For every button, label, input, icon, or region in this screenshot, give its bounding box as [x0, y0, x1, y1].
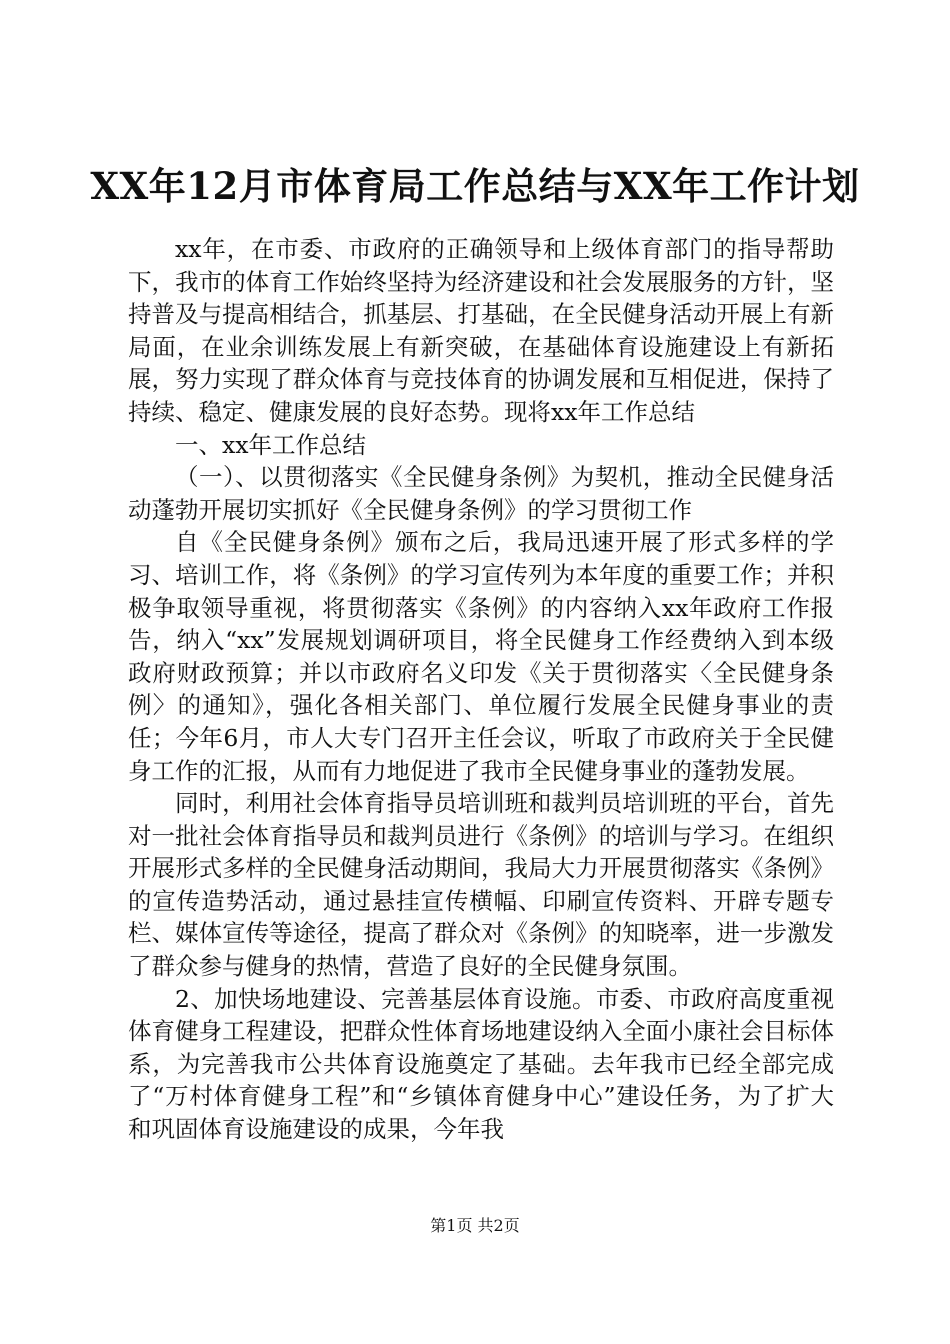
body-paragraph: 自《全民健身条例》颁布之后，我局迅速开展了形式多样的学习、培训工作，将《条例》的学习宣传列为本年度的重要工作；并积极争取领导重视，将贯彻落实《条例》的内容纳入xx年政府工作报告，纳入“xx”发展规划调研项目，将全民健身工作经费纳入到本级政府财政预算；并以市政府名义印发《关于贯彻落实〈全民健身条例〉的通知》，强化各相关部门、单位履行发展全民健身事业的责任；今年6月，市人大专门召开主任会议，听取了市政府关于全民健身工作的汇报，从而有力地促进了我市全民健身事业的蓬勃发展。 [128, 528, 834, 785]
section-heading: 一、xx年工作总结 [175, 430, 367, 459]
subsection-heading: （一）、以贯彻落实《全民健身条例》为契机，推动全民健身活动蓬勃开展切实抓好《全民健身条例》的学习贯彻工作 [128, 463, 834, 524]
document-body [128, 233, 834, 1146]
page-footer: 第1页 共2页 [430, 1216, 520, 1235]
body-paragraph: 同时，利用社会体育指导员培训班和裁判员培训班的平台，首先对一批社会体育指导员和裁判员进行《条例》的培训与学习。在组织开展形式多样的全民健身活动期间，我局大力开展贯彻落实《条例》的宣传造势活动，通过悬挂宣传横幅、印刷宣传资料、开辟专题专栏、媒体宣传等途径，提高了群众对《条例》的知晓率，进一步激发了群众参与健身的热情，营造了良好的全民健身氛围。 [128, 789, 834, 981]
document-title: XX年12月市体育局工作总结与XX年工作计划 [90, 164, 860, 208]
body-paragraph: 2、加快场地建设、完善基层体育设施。市委、市政府高度重视体育健身工程建设，把群众性体育场地建设纳入全面小康社会目标体系，为完善我市公共体育设施奠定了基础。去年我市已经全部完成了“万村体育健身工程”和“乡镇体育健身中心”建设任务，为了扩大和巩固体育设施建设的成果，今年我 [128, 984, 834, 1144]
intro-paragraph: xx年，在市委、市政府的正确领导和上级体育部门的指导帮助下，我市的体育工作始终坚持为经济建设和社会发展服务的方针，坚持普及与提高相结合，抓基层、打基础，在全民健身活动开展上有新局面，在业余训练发展上有新突破，在基础体育设施建设上有新拓展，努力实现了群众体育与竞技体育的协调发展和互相促进，保持了持续、稳定、健康发展的良好态势。现将xx年工作总结 [128, 235, 834, 426]
